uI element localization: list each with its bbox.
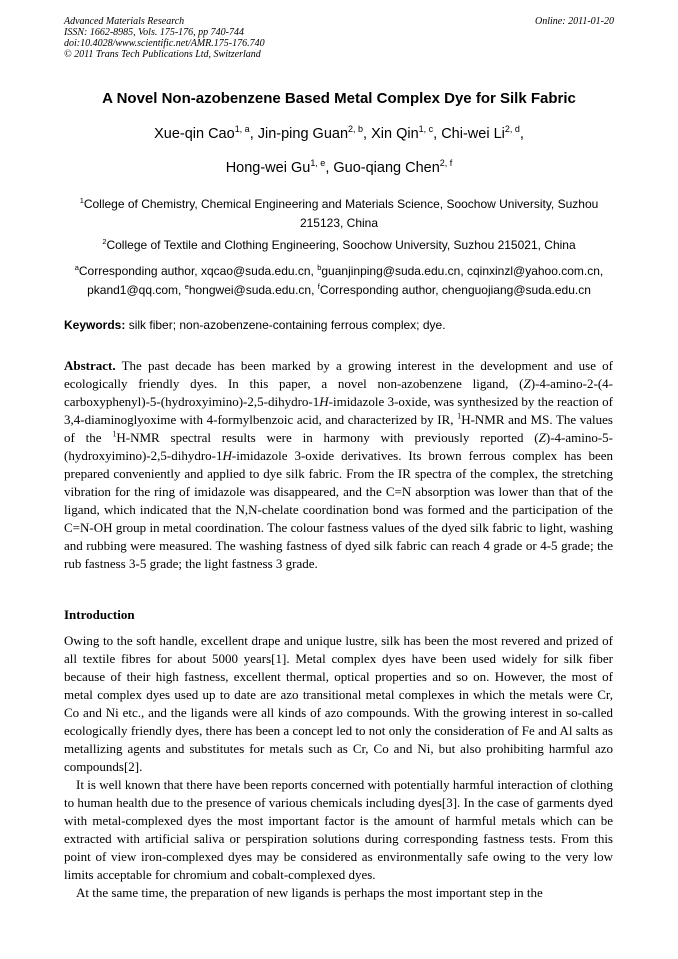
affiliation-2	[64, 236, 614, 255]
keywords	[64, 318, 614, 332]
email-mark: a	[74, 263, 79, 272]
online-date: Online: 2011-01-20	[535, 16, 614, 27]
author-affiliation-mark: 1, c	[418, 124, 434, 135]
abstract-text: H-NMR and MS. The values of the	[64, 412, 613, 445]
keywords-label: Keywords:	[64, 318, 126, 332]
affiliation-text: College of Chemistry, Chemical Engineering and Materials Science, Soochow University, Suzhou 215123, China	[83, 197, 599, 230]
paragraph: At the same time, the preparation of new ligands is perhaps the most important step in the	[76, 885, 543, 900]
copyright-line: © 2011 Trans Tech Publications Ltd, Switzerland	[64, 49, 261, 60]
issn-line: ISSN: 1662-8985, Vols. 175-176, pp 740-744	[64, 27, 244, 38]
abstract-label: Abstract.	[64, 358, 116, 373]
affiliation-mark: 2	[102, 237, 107, 246]
author-name: Jin-ping Guan	[257, 126, 349, 142]
author-name: Chi-wei Li	[441, 126, 505, 142]
abstract-text: Z	[538, 430, 546, 445]
journal-header	[64, 16, 614, 60]
abstract-text: The past decade has been marked by a growing interest in the development and use of ecologically friendly dyes. In this paper, a novel non-azobenzene ligand, (	[64, 358, 613, 391]
introduction-section	[64, 632, 613, 902]
abstract-text: 1	[112, 429, 117, 439]
author-affiliation-mark: 2, b	[348, 124, 364, 135]
paragraph: It is well known that there have been reports concerned with potentially harmful interaction of clothing to human health due to the presence of various chemicals including dyes[3]. In the case of garments dyed with metal-complexed dyes the most important factor is the amount of harmful metals which can be extracted with artificial saliva or perspiration solutions during corresponding fastness tests. From this point of view iron-complexed dyes may be considered as environmentally safe owing to the very low limits acceptable for chromium and cobalt-complexed dyes.	[64, 777, 613, 882]
abstract-text: H	[319, 394, 329, 409]
email-mark: e	[184, 282, 189, 291]
author-affiliation-mark: 2, d	[504, 124, 520, 135]
paragraph: Owing to the soft handle, excellent drape and unique lustre, silk has been the most revered and prized of all textile fibres for about 5000 years[1]. Metal complex dyes have been used widely for silk fiber because of their high fastness, excellent thermal, optical properties and so on. However, the most of metal complex dyes used up to date are azo transitional metal complexes in which the metals were Cr, Co and Ni etc., and the ligands were all kinds of azo compounds. With the growing interest in so-called ecologically friendly dyes, there has been a concept led to not only the consideration of Fe and Al salts as metallizing agents and substitutes for metals such as Cr, Co and Ni, but also prohibiting harmful azo compounds[2].	[64, 633, 613, 774]
email-text: Corresponding author, chenguojiang@suda.edu.cn	[319, 283, 591, 297]
author-name: Guo-qiang Chen	[333, 160, 440, 176]
keywords-text: silk fiber; non-azobenzene-containing ferrous complex; dye.	[125, 318, 446, 332]
abstract-text: )-4-amino-5-(hydroxyimino)-2,5-dihydro-1	[64, 430, 613, 463]
author-line-2: Hong-wei Gu$^{1, e}$, Guo-qiang Chen$^{2, f}$	[225, 158, 453, 176]
affiliation-mark: 1	[79, 196, 84, 205]
abstract	[64, 357, 613, 573]
contact-emails	[64, 262, 614, 300]
email-mark: f	[317, 282, 320, 291]
email-text: guanjinping@suda.edu.cn, cqinxinzl@yahoo.com.cn,	[321, 264, 604, 278]
author-name: Hong-wei Gu	[225, 160, 311, 176]
author-name: Xue-qin Cao	[154, 126, 235, 142]
abstract-text: )-4-amino-2-(4-carboxyphenyl)-5-(hydroxyimino)-2,5-dihydro-1	[64, 376, 613, 409]
author-affiliation-mark: 1, e	[310, 158, 326, 169]
abstract-text: H	[222, 448, 232, 463]
journal-name: Advanced Materials Research	[64, 16, 185, 27]
abstract-text: -imidazole 3-oxide, was synthesized by the reaction of 3,4-diaminoglyoxime with 4-formylbenzoic acid, and characterized by IR,	[64, 394, 613, 427]
abstract-text: 1	[457, 411, 462, 421]
affiliation-1	[64, 195, 614, 233]
author-name: Xin Qin	[371, 126, 419, 142]
abstract-text: Z	[523, 376, 531, 391]
email-mark: b	[317, 263, 322, 272]
email-text: pkand1@qq.com,	[87, 283, 185, 297]
abstract-text: H-NMR spectral results were in harmony with previously reported (	[116, 430, 539, 445]
email-text: hongwei@suda.edu.cn,	[188, 283, 318, 297]
abstract-text: -imidazole 3-oxide derivatives. Its brown ferrous complex has been prepared conveniently and applied to dye silk fabric. From the IR spectra of the complex, the stretching vibration for the ring of imidazole was disappeared, and the C=N absorption was lower than that of the ligand, which indicated that the N,N-chelate coordination bond was formed and the participation of the C=N-OH group in metal coordination. The colour fastness values of the dyed silk fabric to light, washing and rubbing were measured. The washing fastness of dyed silk fabric can reach 4 grade or 4-5 grade; the rub fastness 3-5 grade; the light fastness 3 grade.	[64, 448, 613, 571]
author-affiliation-mark: 2, f	[439, 158, 453, 169]
author-line-1: Xue-qin Cao$^{1, a}$, Jin-ping Guan$^{2, b}$, Xin Qin$^{1, c}$, Chi-wei Li$^{2, d}$,	[154, 124, 524, 142]
doi-line: doi:10.4028/www.scientific.net/AMR.175-176.740	[64, 38, 265, 49]
email-text: Corresponding author, xqcao@suda.edu.cn,	[78, 264, 318, 278]
affiliation-text: College of Textile and Clothing Engineering, Soochow University, Suzhou 215021, China	[106, 238, 576, 252]
section-heading: Introduction	[64, 607, 135, 622]
paper-title: A Novel Non-azobenzene Based Metal Complex Dye for Silk Fabric	[102, 90, 576, 107]
author-affiliation-mark: 1, a	[234, 124, 250, 135]
